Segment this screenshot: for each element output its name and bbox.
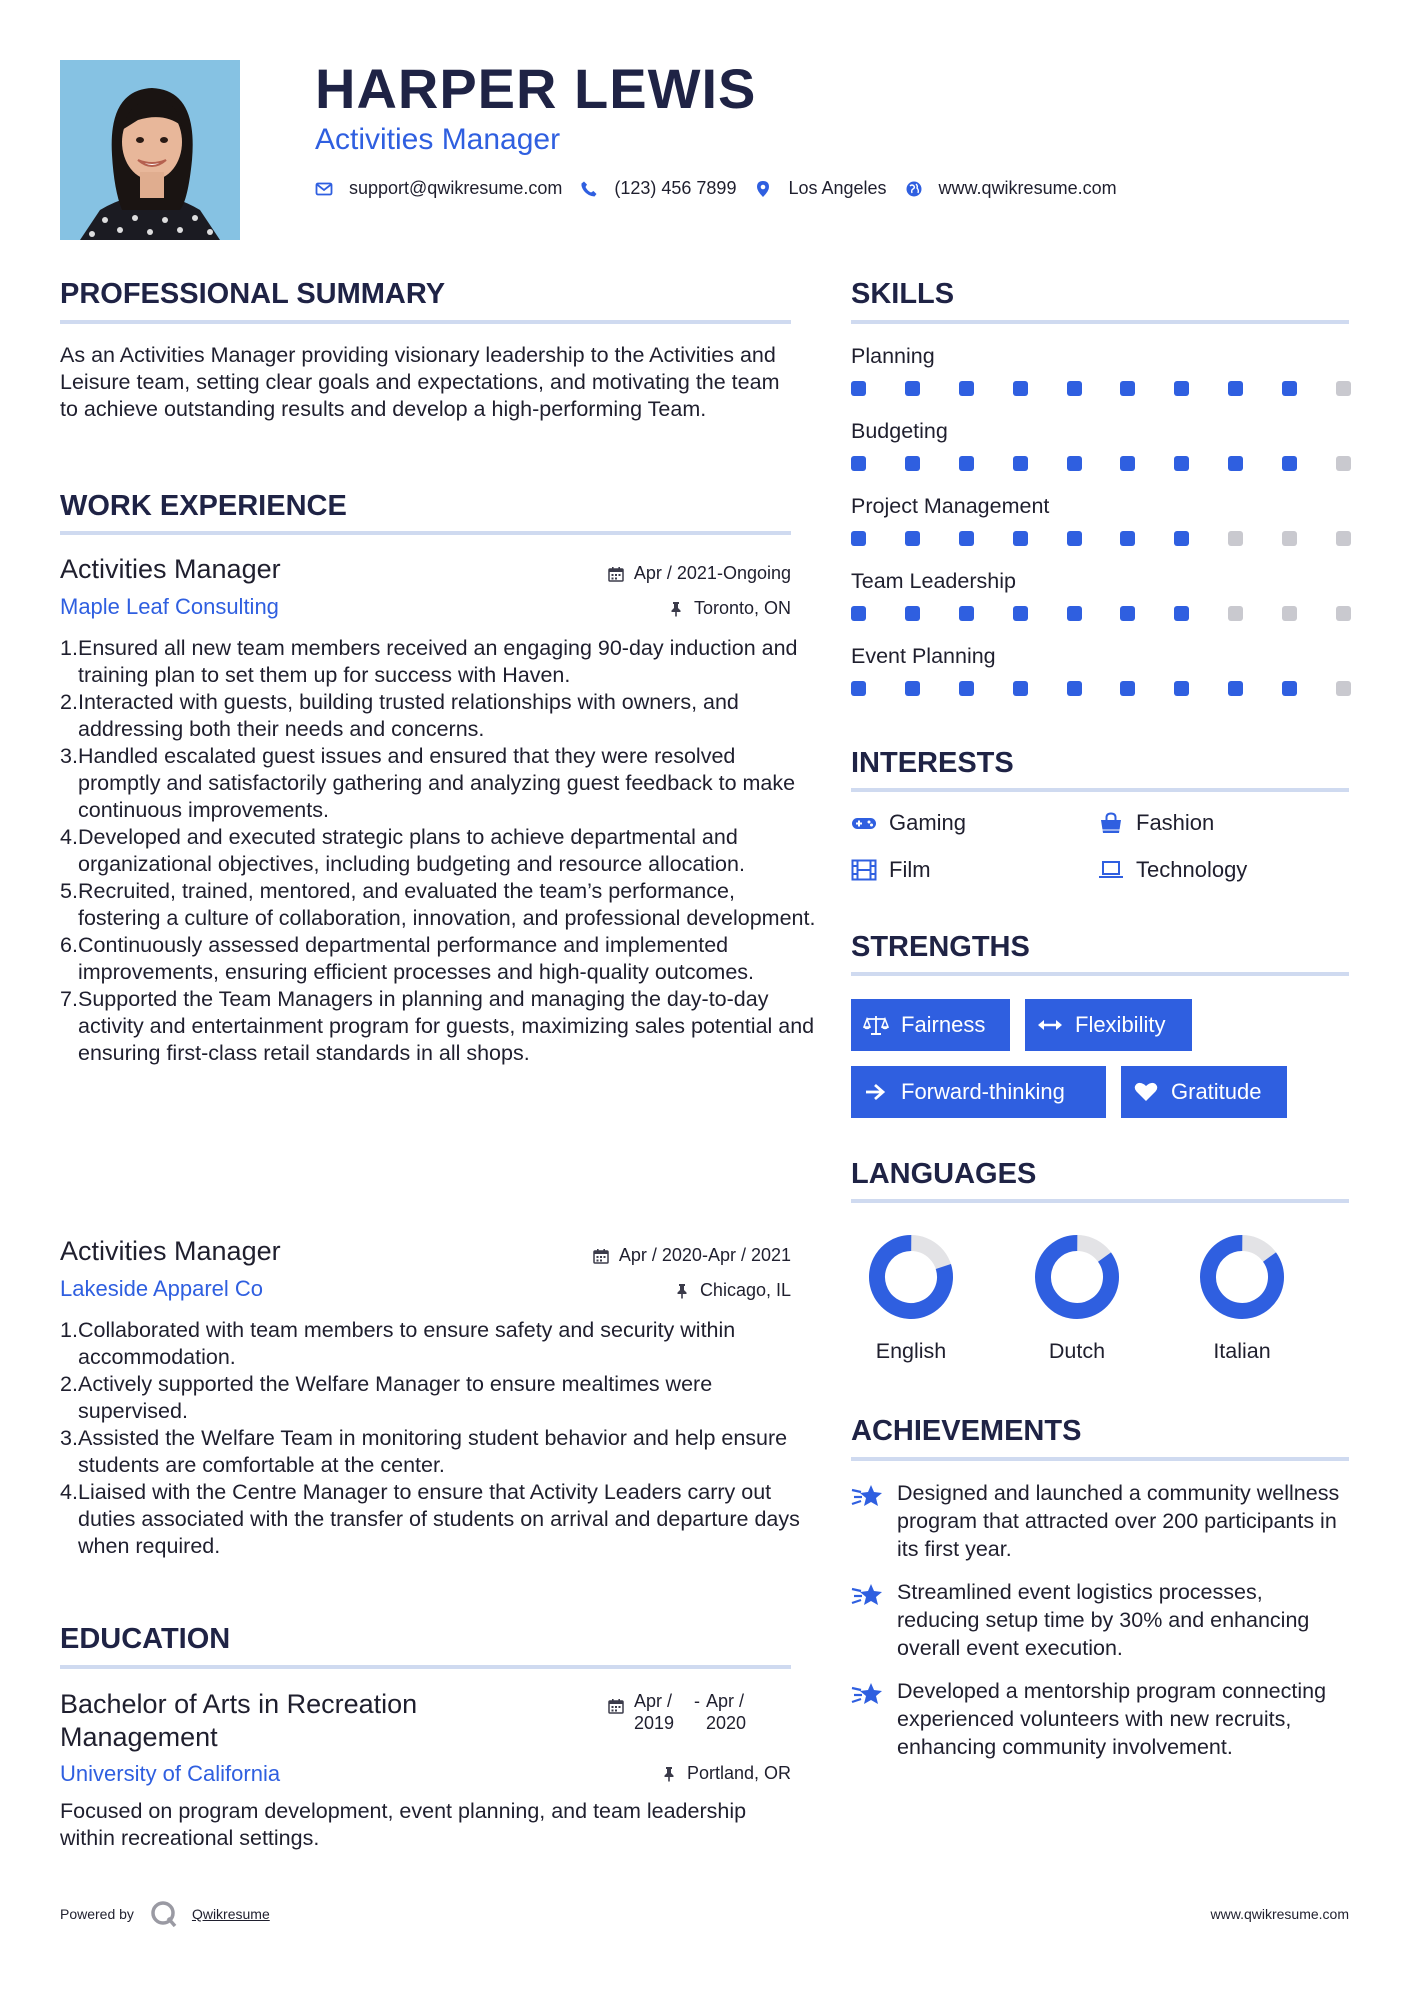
interest-film [851, 857, 931, 883]
language-item [851, 1233, 971, 1364]
powered-by-label: Powered by [60, 1906, 134, 1922]
contact-phone-text: (123) 456 7899 [614, 178, 737, 198]
strength-label: Fairness [901, 1012, 986, 1037]
skill-dot-filled [1228, 456, 1243, 471]
skill-dot-empty [1336, 531, 1351, 546]
skill-dot-filled [1174, 456, 1189, 471]
donut-fill [1198, 1233, 1286, 1321]
list-item: Supported the Team Managers in planning and managing the day-to-day activity and entertainment program for guests, maximizing sales potential and ensuring first-class retail standards in all shops. [78, 987, 815, 1065]
contact-website[interactable] [905, 178, 1117, 199]
skill-name: Budgeting [851, 419, 948, 443]
balance-scale-icon [863, 1014, 889, 1036]
envelope-icon [315, 180, 333, 198]
skill-name: Team Leadership [851, 569, 1016, 593]
skill-dot-filled [905, 381, 920, 396]
contact-email[interactable] [315, 178, 562, 199]
skill-dot-empty [1336, 681, 1351, 696]
list-item: Actively supported the Welfare Manager to ensure mealtimes were supervised. [78, 1372, 713, 1423]
skill-dot-filled [1067, 531, 1082, 546]
skills-heading: SKILLS [851, 278, 955, 310]
skill-row [851, 643, 1351, 718]
skill-dot-filled [905, 531, 920, 546]
list-item: Handled escalated guest issues and ensured that they were resolved promptly and satisfactorily gathering and analyzing guest feedback to make continuous improvements. [78, 744, 796, 822]
skill-dot-empty [1336, 456, 1351, 471]
experience-heading: WORK EXPERIENCE [60, 490, 347, 522]
education-location [440, 1763, 791, 1784]
job-1-dates-text: Apr / 2021-Ongoing [633, 563, 791, 583]
language-name: Dutch [1048, 1339, 1106, 1363]
skills-list [851, 343, 1351, 718]
language-name: English [875, 1339, 947, 1363]
shooting-star-icon [851, 1481, 885, 1511]
language-item [1182, 1233, 1302, 1364]
skill-dot-filled [905, 456, 920, 471]
summary-heading: PROFESSIONAL SUMMARY [60, 278, 446, 310]
job-2-location-text: Chicago, IL [699, 1280, 791, 1300]
list-item: Continuously assessed departmental performance and implemented improvements, ensuring efficient processes and high-quality outcomes. [78, 933, 755, 984]
candidate-title: Activities Manager [315, 123, 561, 156]
achievement-text: Developed a mentorship program connecting experienced volunteers with new recruits, enhancing community involvement. [897, 1679, 1327, 1759]
list-item: Ensured all new team members received an engaging 90-day induction and training plan to set them up for success with Haven. [78, 636, 798, 687]
contact-website-text: www.qwikresume.com [938, 178, 1117, 198]
summary-text: As an Activities Manager providing visionary leadership to the Activities and Leisure team, setting clear goals and expectations, and motivating the team to achieve outstanding results and develop a high-performing Team. [60, 343, 780, 421]
skill-dot-filled [959, 681, 974, 696]
achievement-item [851, 1578, 1351, 1662]
contact-location [754, 178, 886, 199]
calendar-icon [608, 566, 624, 582]
gamepad-icon [851, 812, 877, 834]
skill-dot-filled [1282, 681, 1297, 696]
contact-email-text: support@qwikresume.com [349, 178, 563, 198]
skill-dot-filled [1120, 381, 1135, 396]
skill-row [851, 493, 1351, 568]
skill-dot-filled [1174, 531, 1189, 546]
skill-rating [851, 456, 1351, 471]
skill-name: Project Management [851, 494, 1050, 518]
qwikresume-link[interactable]: Qwikresume [191, 1906, 270, 1922]
skill-dot-empty [1282, 606, 1297, 621]
pushpin-icon [674, 1283, 690, 1299]
skill-dot-filled [851, 381, 866, 396]
achievement-text: Streamlined event logistics processes, reducing setup time by 30% and enhancing overall event execution. [897, 1580, 1310, 1660]
skill-dot-filled [1174, 681, 1189, 696]
strength-forward-thinking [851, 1066, 1106, 1118]
language-donut [1198, 1233, 1286, 1321]
laptop-icon [1098, 859, 1124, 881]
interest-label: Gaming [889, 810, 967, 835]
calendar-icon [593, 1248, 609, 1264]
skill-dot-filled [959, 606, 974, 621]
achievement-item [851, 1677, 1351, 1761]
strengths-heading: STRENGTHS [851, 931, 1030, 963]
skill-dot-empty [1228, 531, 1243, 546]
skill-dot-filled [1067, 681, 1082, 696]
skill-dot-empty [1336, 381, 1351, 396]
education-school: University of California [60, 1761, 281, 1786]
strength-label: Gratitude [1171, 1079, 1262, 1104]
achievements-heading: ACHIEVEMENTS [851, 1415, 1082, 1447]
skill-rating [851, 531, 1351, 546]
list-item: Collaborated with team members to ensure safety and security within accommodation. [78, 1318, 736, 1369]
skill-dot-filled [959, 381, 974, 396]
achievement-item [851, 1479, 1351, 1563]
skill-dot-filled [905, 606, 920, 621]
skill-dot-filled [1067, 456, 1082, 471]
languages-divider [851, 1199, 1349, 1203]
job-1-location [440, 598, 791, 619]
experience-divider [60, 531, 791, 535]
languages-list [851, 1233, 1351, 1373]
skill-dot-filled [1067, 606, 1082, 621]
skill-dot-empty [1282, 531, 1297, 546]
skill-row [851, 418, 1351, 493]
education-date-end: Apr / 2020 [706, 1691, 747, 1733]
shooting-star-icon [851, 1580, 885, 1610]
interests-heading: INTERESTS [851, 747, 1014, 779]
skill-dot-filled [1174, 381, 1189, 396]
job-2-title: Activities Manager [60, 1236, 281, 1266]
skill-dot-filled [1282, 456, 1297, 471]
skill-dot-filled [1120, 606, 1135, 621]
shopping-bag-icon [1098, 812, 1124, 834]
film-icon [851, 859, 877, 881]
strength-label: Flexibility [1075, 1012, 1166, 1037]
skill-dot-filled [1067, 381, 1082, 396]
strengths-divider [851, 972, 1349, 976]
skill-dot-filled [1013, 381, 1028, 396]
strength-fairness [851, 999, 1010, 1051]
arrows-horizontal-icon [1037, 1014, 1063, 1036]
skill-row [851, 568, 1351, 643]
pushpin-icon [661, 1766, 677, 1782]
skill-dot-filled [851, 606, 866, 621]
skill-dot-filled [1174, 606, 1189, 621]
language-item [1017, 1233, 1137, 1364]
footer-powered-by [60, 1900, 270, 1928]
job-2-dates [440, 1245, 791, 1266]
list-item: Assisted the Welfare Team in monitoring student behavior and help ensure students are comfortable at the center. [78, 1426, 788, 1477]
skill-dot-filled [1120, 681, 1135, 696]
job-1-location-text: Toronto, ON [693, 598, 791, 618]
skill-dot-filled [851, 456, 866, 471]
skill-dot-filled [1013, 681, 1028, 696]
strength-flexibility [1025, 999, 1192, 1051]
education-dates [608, 1690, 758, 1734]
education-heading: EDUCATION [60, 1623, 231, 1655]
skill-dot-filled [1282, 381, 1297, 396]
language-donut [867, 1233, 955, 1321]
interest-fashion [1098, 810, 1214, 836]
skill-rating [851, 606, 1351, 621]
summary-divider [60, 320, 791, 324]
skill-dot-filled [1013, 531, 1028, 546]
interest-label: Technology [1136, 857, 1248, 882]
achievement-text: Designed and launched a community wellness program that attracted over 200 participants in its first year. [897, 1481, 1340, 1561]
interest-label: Fashion [1136, 810, 1215, 835]
donut-fill [1033, 1233, 1121, 1321]
contact-bar [315, 178, 1135, 199]
footer-url[interactable]: www.qwikresume.com [1210, 1906, 1349, 1922]
skill-dot-filled [1228, 681, 1243, 696]
qwikresume-logo-icon [150, 1900, 178, 1928]
job-2-company: Lakeside Apparel Co [60, 1276, 264, 1301]
strength-label: Forward-thinking [901, 1079, 1065, 1104]
skill-rating [851, 681, 1351, 696]
language-name: Italian [1213, 1339, 1271, 1363]
donut-fill [868, 1234, 954, 1320]
skill-dot-filled [1120, 531, 1135, 546]
skill-row [851, 343, 1351, 418]
skill-dot-empty [1336, 606, 1351, 621]
contact-phone[interactable] [580, 178, 736, 199]
job-2-duties [60, 1317, 818, 1560]
job-2-location [440, 1280, 791, 1301]
skill-dot-filled [1120, 456, 1135, 471]
skill-dot-filled [851, 681, 866, 696]
skill-dot-filled [905, 681, 920, 696]
skill-dot-filled [1013, 606, 1028, 621]
heart-icon [1133, 1081, 1159, 1103]
skill-dot-filled [959, 531, 974, 546]
skill-dot-filled [959, 456, 974, 471]
job-1-company: Maple Leaf Consulting [60, 594, 279, 619]
interest-gaming [851, 810, 966, 836]
phone-icon [580, 180, 598, 198]
contact-location-text: Los Angeles [788, 178, 887, 198]
strength-gratitude [1121, 1066, 1287, 1118]
profile-photo [60, 60, 240, 240]
calendar-icon [608, 1698, 624, 1714]
candidate-name: HARPER LEWIS [315, 57, 757, 120]
interests-divider [851, 788, 1349, 792]
list-item: Liaised with the Centre Manager to ensure that Activity Leaders carry out duties associated with the transfer of students on arrival and departure days when required. [78, 1480, 800, 1558]
skill-rating [851, 381, 1351, 396]
list-item: Recruited, trained, mentored, and evaluated the team’s performance, fostering a culture of collaboration, innovation, and professional development. [78, 879, 816, 930]
skill-dot-empty [1228, 606, 1243, 621]
list-item: Developed and executed strategic plans to achieve departmental and organizational objectives, including budgeting and resource allocation. [78, 825, 745, 876]
achievements-divider [851, 1457, 1349, 1461]
skills-divider [851, 320, 1349, 324]
globe-icon [905, 180, 923, 198]
language-donut [1033, 1233, 1121, 1321]
education-divider [60, 1665, 791, 1669]
job-1-duties [60, 635, 818, 1067]
pushpin-icon [668, 601, 684, 617]
interest-technology [1098, 857, 1247, 883]
education-location-text: Portland, OR [686, 1763, 791, 1783]
education-degree: Bachelor of Arts in Recreation Management [60, 1689, 418, 1752]
education-date-start: Apr / 2019 [634, 1691, 675, 1733]
interest-label: Film [889, 857, 931, 882]
languages-heading: LANGUAGES [851, 1158, 1037, 1190]
map-pin-icon [754, 180, 772, 198]
skill-dot-filled [851, 531, 866, 546]
list-item: Interacted with guests, building trusted relationships with owners, and addressing both their needs and concerns. [78, 690, 739, 741]
skill-name: Event Planning [851, 644, 996, 668]
skill-dot-filled [1013, 456, 1028, 471]
job-1-dates [440, 563, 791, 584]
job-1-title: Activities Manager [60, 554, 281, 584]
skill-dot-filled [1228, 381, 1243, 396]
shooting-star-icon [851, 1679, 885, 1709]
arrow-right-icon [863, 1081, 889, 1103]
education-description: Focused on program development, event planning, and team leadership within recreational settings. [60, 1799, 747, 1850]
skill-name: Planning [851, 344, 935, 368]
date-range-dash: - [694, 1691, 700, 1711]
job-2-dates-text: Apr / 2020-Apr / 2021 [618, 1245, 791, 1265]
